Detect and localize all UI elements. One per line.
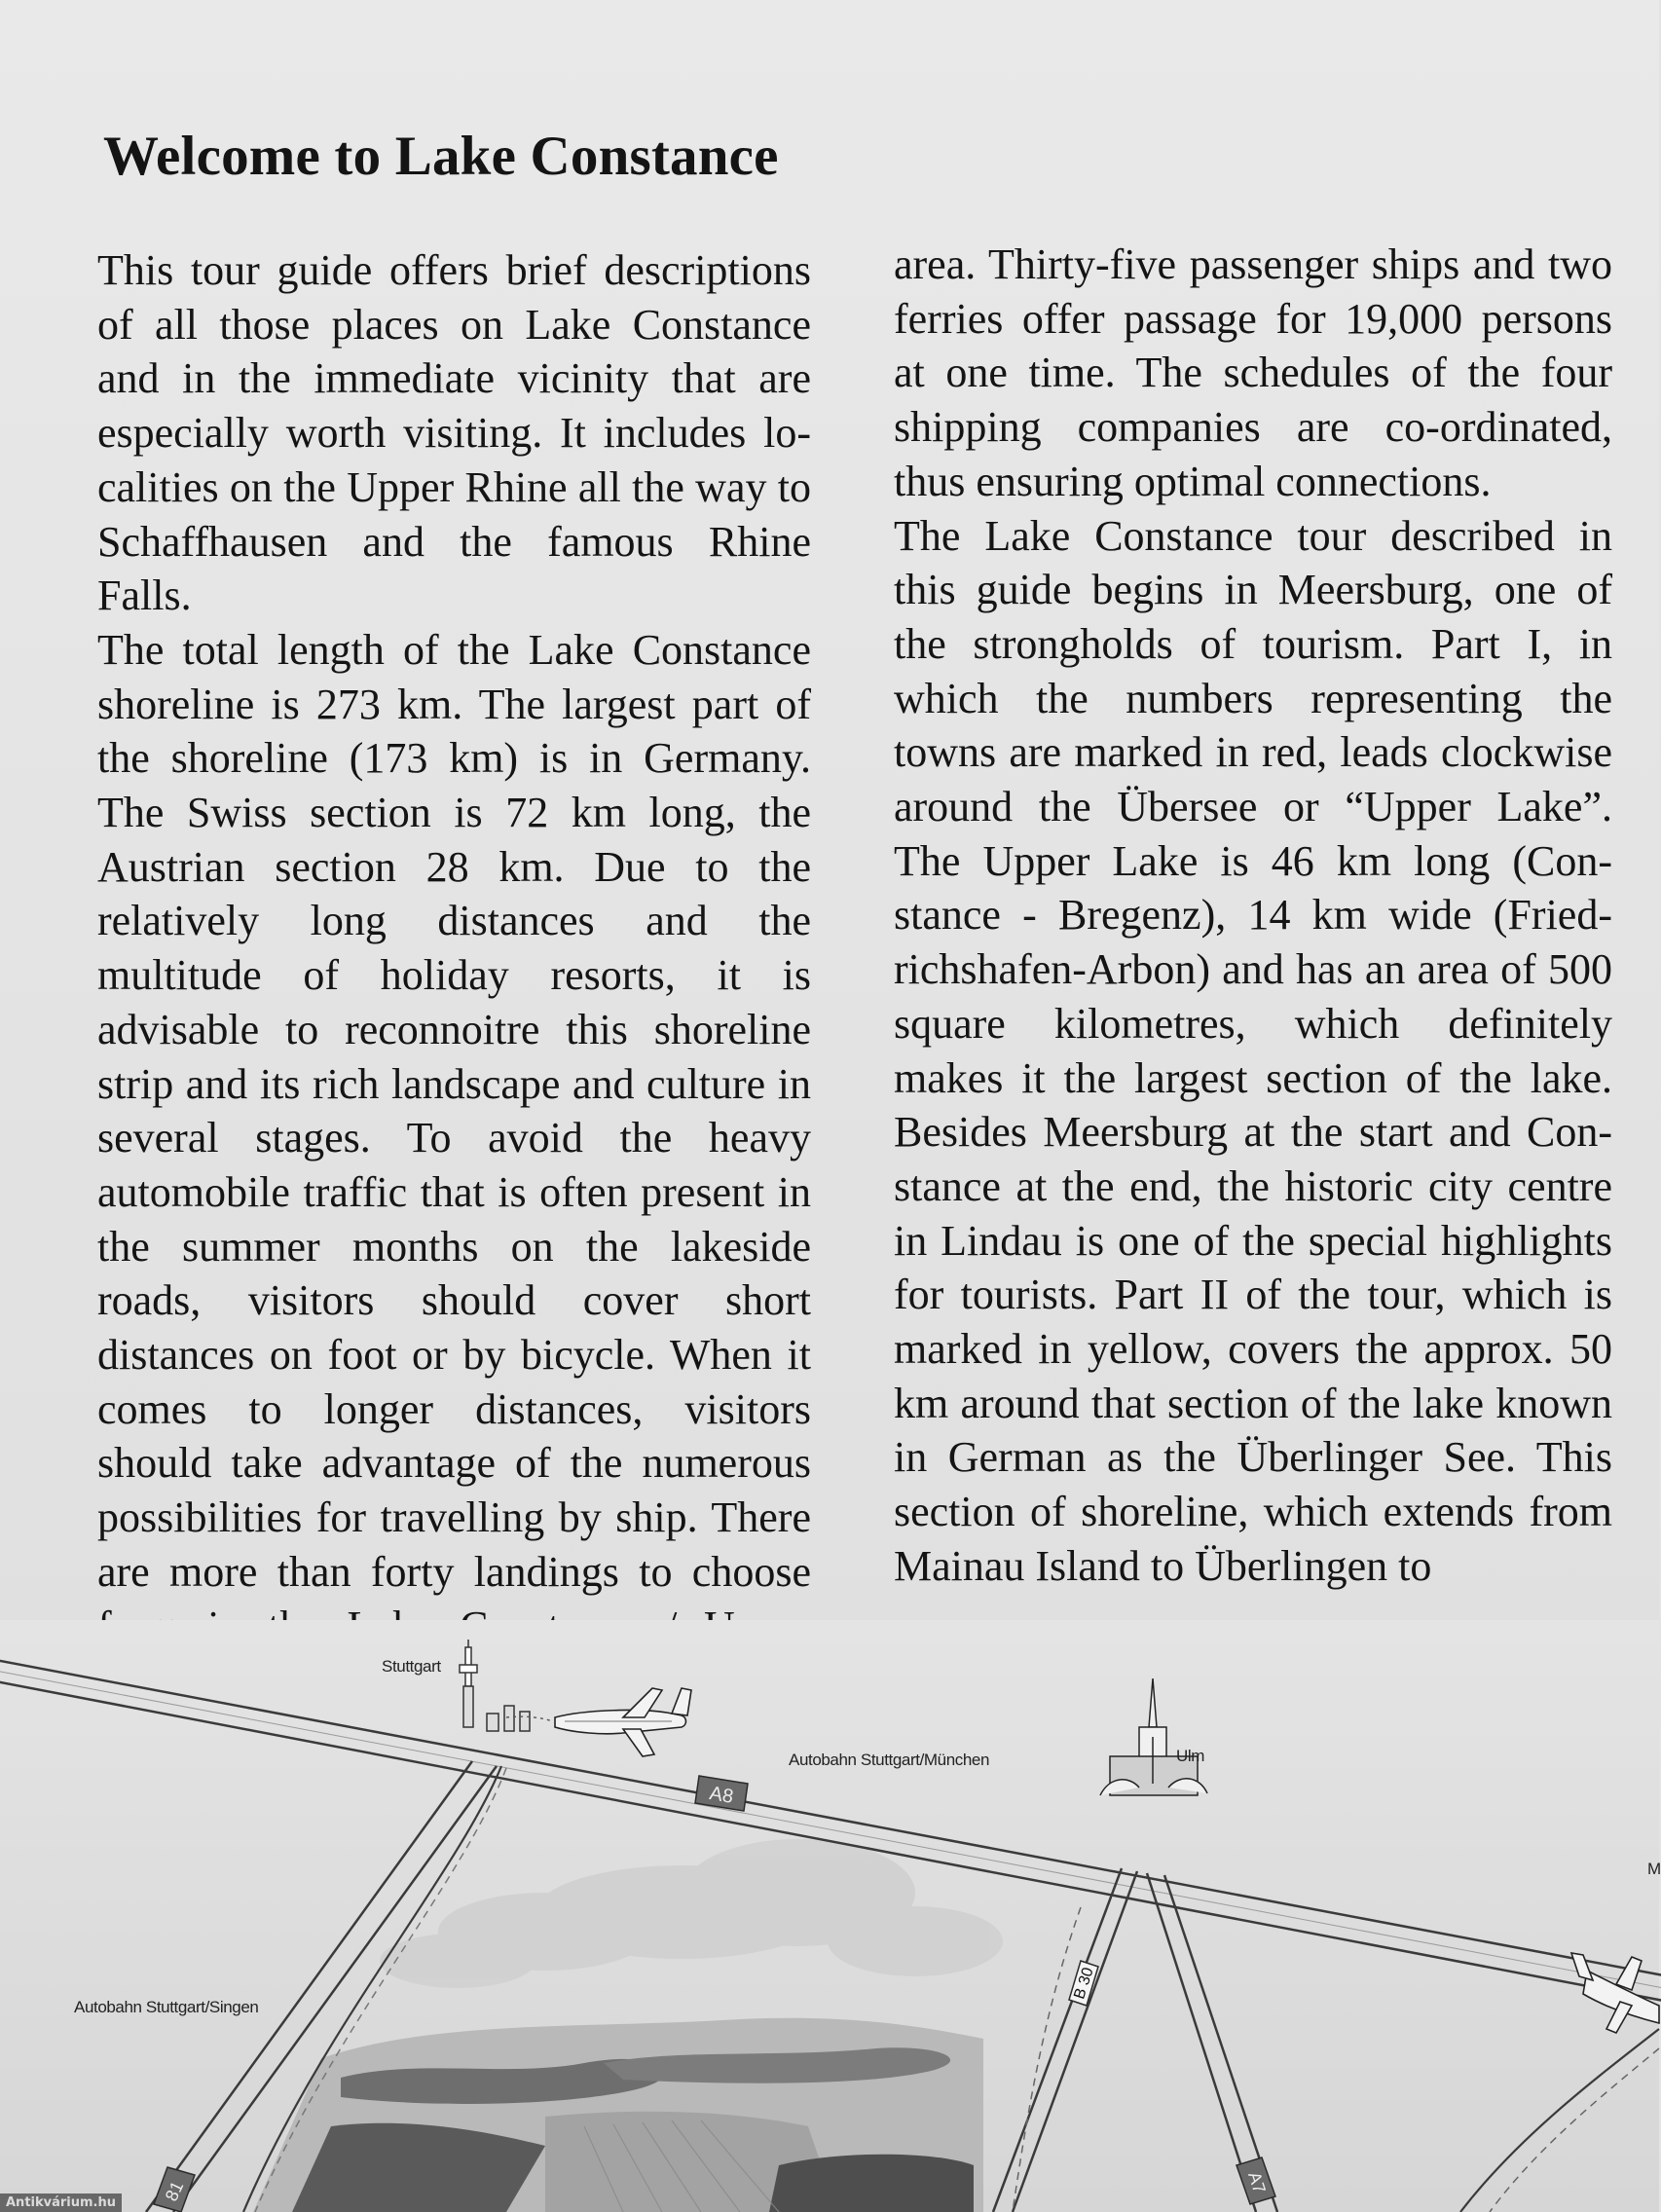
route-map-illustration <box>0 1620 1659 2212</box>
road-label-singen: Autobahn Stuttgart/Singen <box>74 1998 259 2016</box>
watermark: Antikvárium.hu <box>0 2194 122 2212</box>
map-drawing <box>0 1620 1659 2212</box>
paragraph-tour: The Lake Constance tour described in this guide begins in Meersburg, one of the strongholds of tourism. Part I, in which the numbers representing the towns are marked in red, leads clockwise around the Übersee or “Upper Lake”. The Upper Lake is 46 km long (Constance - Bregenz), 14 km wide (Friedrichshafen-Arbon) and has an area of 500 square kilometres, which definitely makes it the largest section of the lake. Besides Meersburg at the start and Constance at the end, the historic city centre in Lindau is one of the special highlights for tourists. Part II of the tour, which is marked in yellow, covers the approx. 50 km around that section of the lake known in German as the Überlinger See. This section of shoreline, which extends from Mainau Island to Überlingen to <box>894 511 1612 1590</box>
landscape-illustration <box>253 2018 983 2212</box>
shield-b30-text: B 30 <box>1071 1965 1097 2002</box>
page-title: Welcome to Lake Constance <box>103 126 779 187</box>
shield-81-text: 81 <box>161 2178 188 2204</box>
paragraph-shoreline: The total length of the Lake Constance shoreline is 273 km. The largest part of the shoreline (173 km) is in Germany. The Swiss section is 72 km long, the Austrian section 28 km. Due to the relatively long distances and the multitude of holiday resorts, it is advisable to reconnoitre this shoreline strip and its rich landscape and culture in several stages. To avoid the heavy automobile traffic that is often present in the summer months on the lakeside roads, visitors should cover short distances on foot or by bicycle. When it comes to longer distances, visitors should take advantage of the numerous possibilities for travelling by ship. There are more than forty landings to choose <box>97 625 811 1596</box>
shield-a8-text: A8 <box>708 1783 735 1808</box>
paragraph-ships: area. Thirty-five passenger ships and two ferries offer passage for 19,000 persons at one time. The schedules of the four shipping companies are co-ordinated, thus ensuring optimal connections. <box>894 240 1612 505</box>
city-label-ulm: Ulm <box>1176 1747 1205 1765</box>
city-label-stuttgart: Stuttgart <box>382 1657 441 1676</box>
text-column-left <box>97 243 811 1708</box>
paragraph-intro: This tour guide offers brief descriptions of all those places on Lake Constance and in the immediate vicinity that are especially worth visiting. It includes localities on the Upper Rhine all the way to Schaffhausen and the famous Rhine Falls. <box>97 246 811 620</box>
shield-a7-text: A7 <box>1244 2169 1270 2196</box>
edge-letter: M <box>1647 1860 1661 1878</box>
text-column-right <box>894 238 1612 1594</box>
road-label-a8: Autobahn Stuttgart/München <box>789 1751 990 1769</box>
